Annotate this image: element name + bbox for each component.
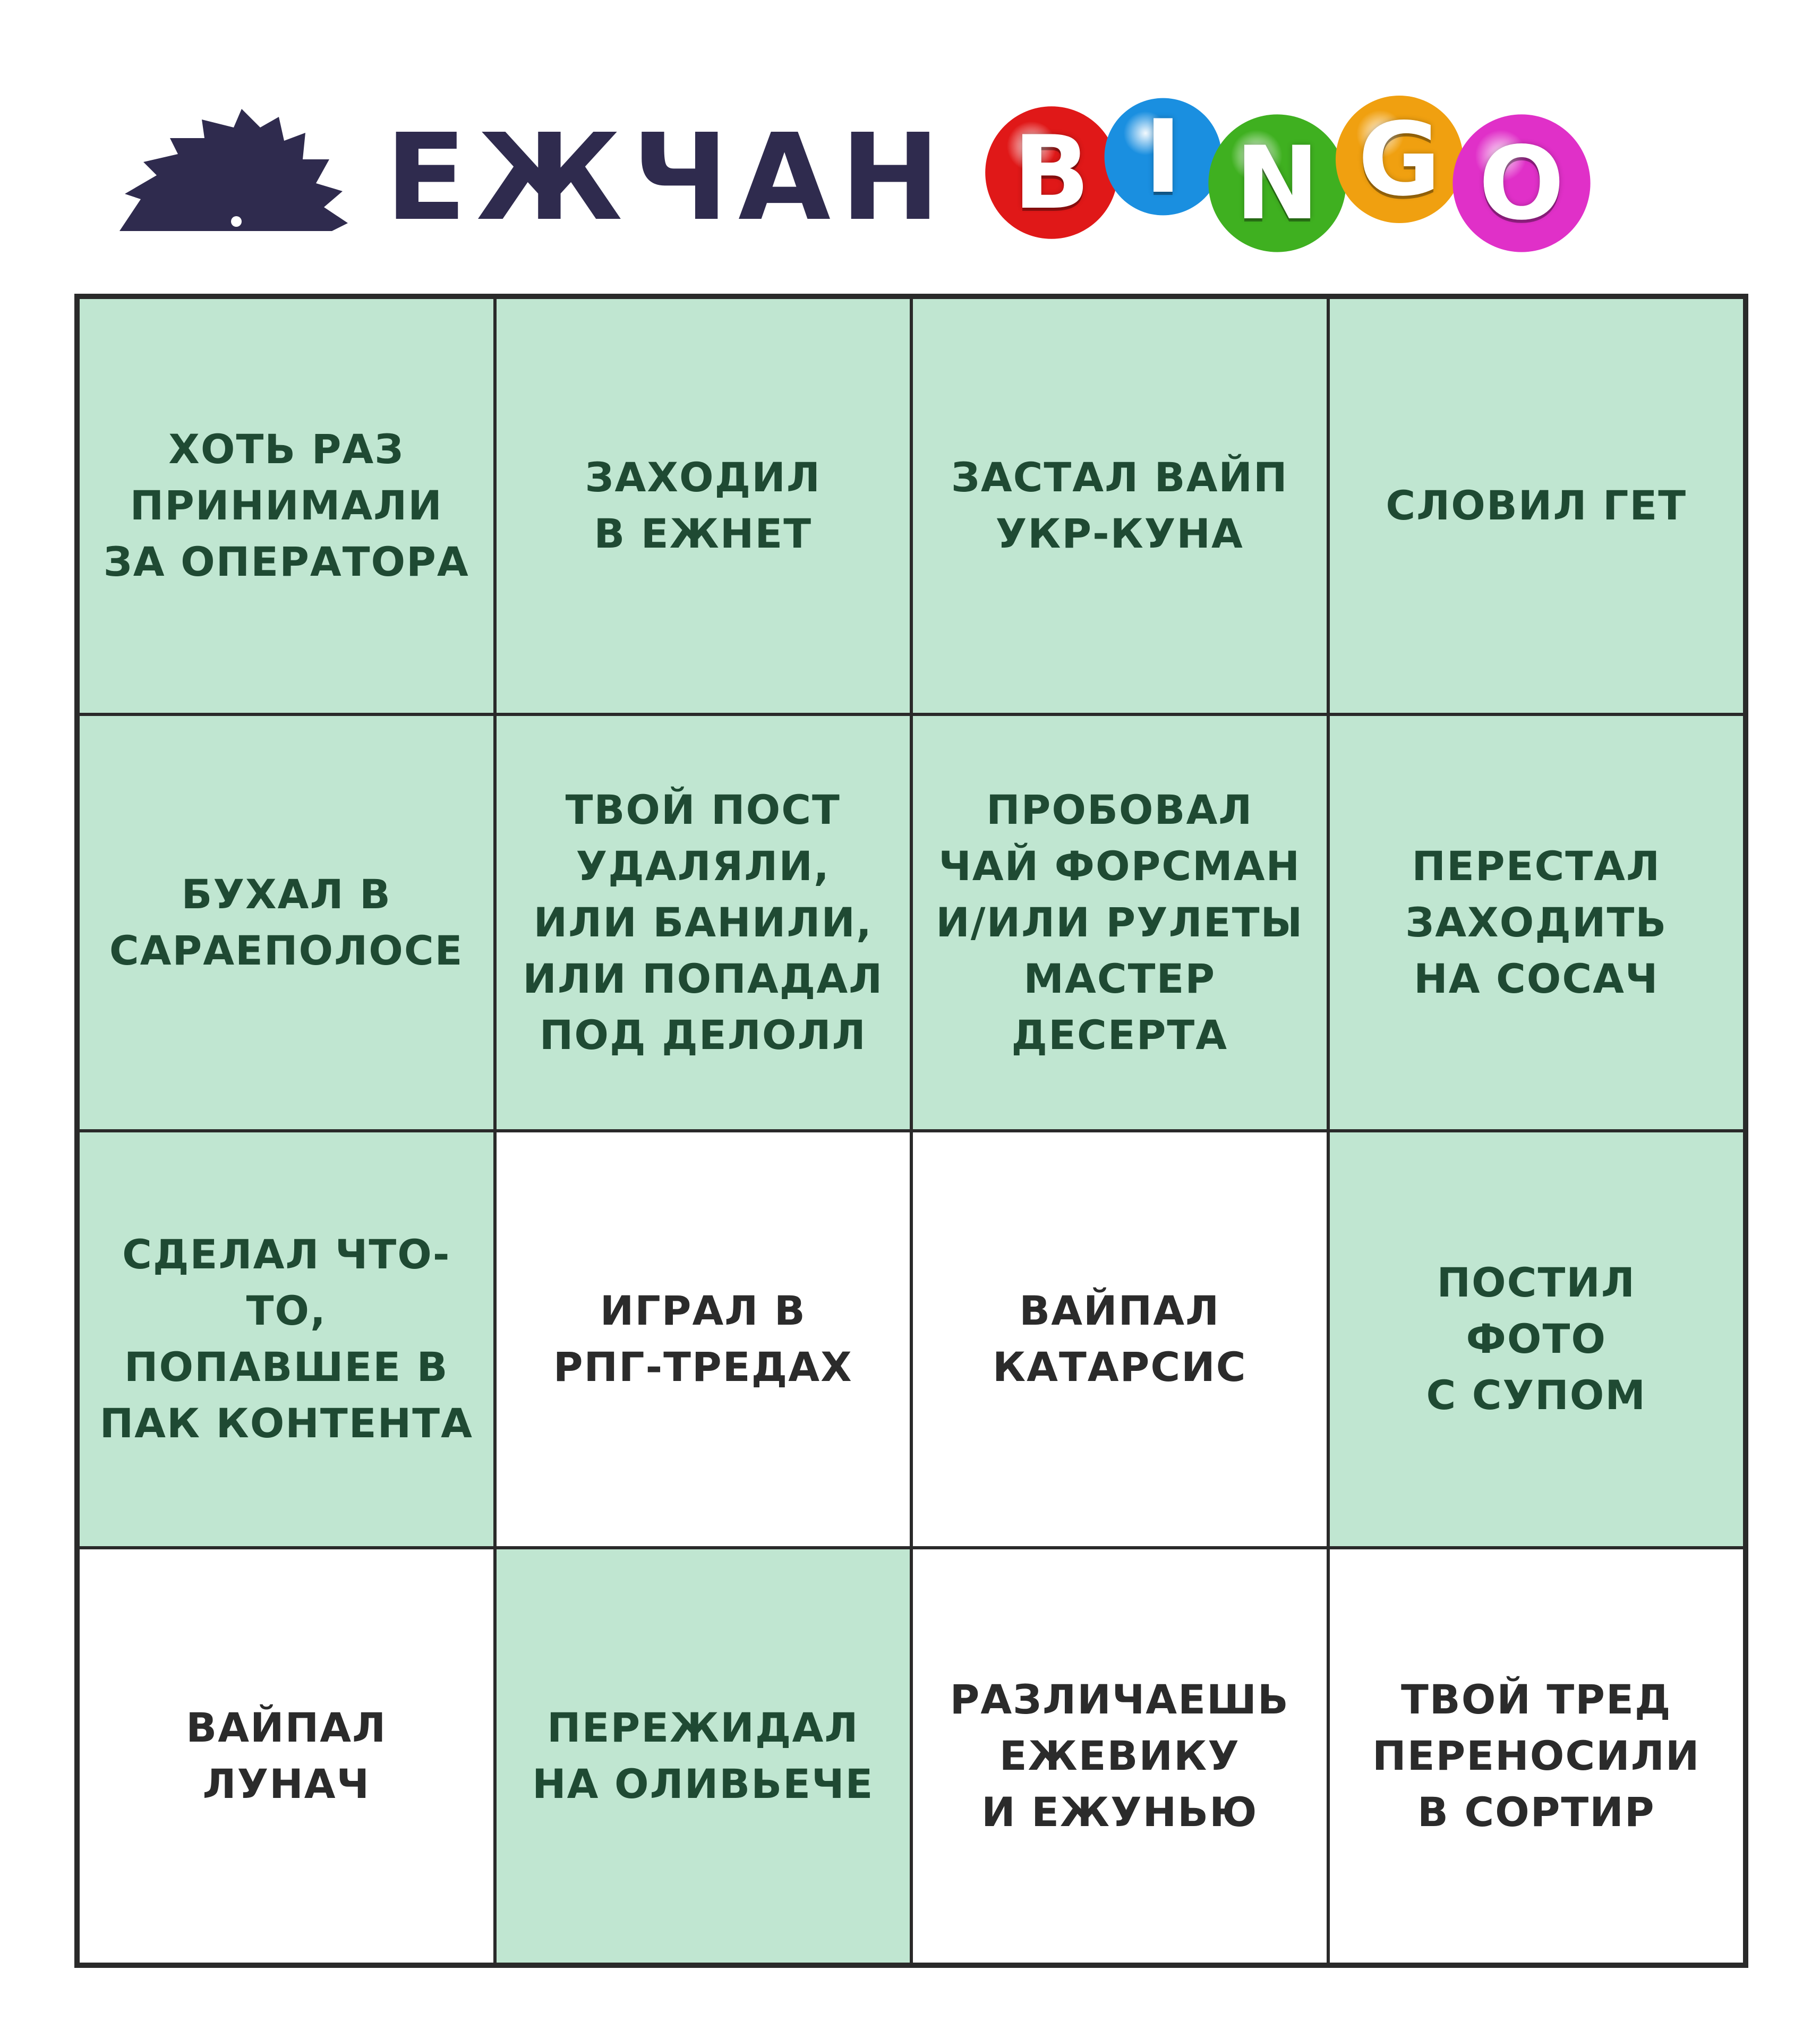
header — [0, 0, 1820, 292]
bingo-letter: O — [1479, 124, 1565, 242]
bingo-cell-text: ЗАХОДИЛ В ЕЖНЕТ — [585, 454, 821, 558]
bingo-letter: I — [1144, 98, 1182, 216]
bingo-cell[interactable] — [495, 297, 912, 714]
bingo-cell-text: ВАЙПАЛ КАТАРСИС — [993, 1287, 1247, 1391]
bingo-cell[interactable] — [78, 297, 495, 714]
bingo-cell[interactable] — [911, 297, 1328, 714]
bingo-cell-text: ТВОЙ ТРЕД ПЕРЕНОСИЛИ В СОРТИР — [1372, 1675, 1701, 1836]
bingo-letter: B — [1013, 114, 1090, 232]
bingo-title — [982, 80, 1652, 282]
bingo-cell[interactable] — [911, 1131, 1328, 1548]
logo-text: ЕЖЧАН — [385, 108, 950, 248]
bingo-cell-text: ПЕРЕСТАЛ ЗАХОДИТЬ НА СОСАЧ — [1405, 842, 1668, 1002]
bingo-letter: G — [1358, 100, 1441, 218]
bingo-cell-text: РАЗЛИЧАЕШЬ ЕЖЕВИКУ И ЕЖУНЬЮ — [950, 1675, 1289, 1836]
bingo-cell-text: ТВОЙ ПОСТ УДАЛЯЛИ, ИЛИ БАНИЛИ, ИЛИ ПОПАДАЛ ПОД ДЕЛОЛЛ — [523, 786, 884, 1059]
bingo-cell[interactable] — [1328, 1131, 1745, 1548]
bingo-cell-text: ВАЙПАЛ ЛУНАЧ — [186, 1703, 387, 1807]
bingo-cell[interactable] — [495, 1131, 912, 1548]
bingo-cell[interactable] — [78, 1548, 495, 1965]
bingo-cell[interactable] — [911, 714, 1328, 1131]
bingo-cell-text: БУХАЛ В САРАЕПОЛОСЕ — [109, 870, 464, 974]
hedgehog-icon — [119, 109, 364, 236]
bingo-cell-text: ПОСТИЛ ФОТО С СУПОМ — [1426, 1259, 1646, 1419]
bingo-cell-text: ХОТЬ РАЗ ПРИНИМАЛИ ЗА ОПЕРАТОРА — [103, 425, 469, 586]
bingo-board — [74, 294, 1748, 1968]
bingo-cell-text: СДЕЛАЛ ЧТО-ТО, ПОПАВШЕЕ В ПАК КОНТЕНТА — [99, 1231, 473, 1447]
bingo-cell-text: ИГРАЛ В РПГ-ТРЕДАХ — [553, 1287, 853, 1391]
bingo-cell[interactable] — [78, 714, 495, 1131]
bingo-ball-b — [982, 104, 1121, 242]
bingo-cell[interactable] — [1328, 714, 1745, 1131]
bingo-ball-o — [1450, 112, 1593, 255]
bingo-cell-text: ЗАСТАЛ ВАЙП УКР-КУНА — [951, 454, 1288, 558]
bingo-cell-text: ПЕРЕЖИДАЛ НА ОЛИВЬЕЧЕ — [532, 1703, 874, 1807]
bingo-cell-text: СЛОВИЛ ГЕТ — [1386, 482, 1687, 530]
bingo-cell[interactable] — [495, 1548, 912, 1965]
bingo-ball-g — [1333, 93, 1466, 226]
site-logo — [119, 108, 950, 248]
bingo-cell[interactable] — [1328, 297, 1745, 714]
bingo-letter: N — [1235, 124, 1320, 242]
bingo-cell[interactable] — [495, 714, 912, 1131]
bingo-cell-text: ПРОБОВАЛ ЧАЙ ФОРСМАН И/ИЛИ РУЛЕТЫ МАСТЕР ДЕСЕРТА — [936, 786, 1304, 1059]
bingo-cell[interactable] — [911, 1548, 1328, 1965]
bingo-cell[interactable] — [78, 1131, 495, 1548]
bingo-cell[interactable] — [1328, 1548, 1745, 1965]
bingo-ball-n — [1206, 112, 1349, 255]
